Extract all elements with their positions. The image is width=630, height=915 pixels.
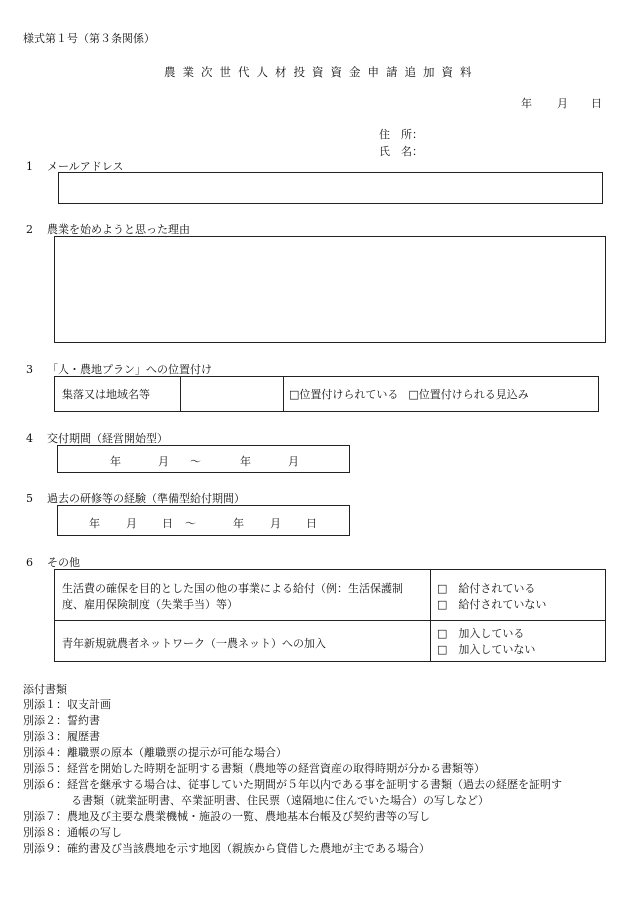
- training-end-month: 月: [270, 517, 281, 530]
- section-1-heading: 1 メールアドレス: [26, 160, 124, 173]
- email-field[interactable]: [58, 172, 603, 204]
- attachment-item-9: 別添９：確約書及び当該農地を示す地図（親族から貸借した農地が主である場合）: [23, 842, 430, 855]
- area-name-label: 集落又は地域名等: [62, 388, 150, 401]
- training-end-day: 日: [306, 517, 317, 530]
- other-table: [54, 569, 606, 662]
- address-label: 住 所：: [379, 128, 423, 141]
- section-1-label: メールアドレス: [47, 160, 124, 173]
- section-2-label: 農業を始めようと思った理由: [47, 223, 190, 236]
- area-name-field[interactable]: [181, 377, 283, 411]
- training-start-year: 年: [89, 517, 100, 530]
- benefit-no-checkbox[interactable]: □ 給付されていない: [437, 598, 547, 611]
- name-label: 氏 名：: [379, 145, 423, 158]
- period-end-year: 年: [240, 455, 251, 468]
- document-title: 農業次世代人材投資資金申請追加資料: [164, 65, 479, 79]
- date-day-label: 日: [591, 97, 602, 110]
- period-end-month: 月: [288, 455, 299, 468]
- date-year-label: 年: [521, 97, 532, 110]
- training-start-month: 月: [126, 517, 137, 530]
- training-period-field[interactable]: [57, 505, 350, 536]
- section-4-heading: 4 交付期間（経営開始型）: [26, 432, 168, 445]
- attachments-heading: 添付書類: [23, 683, 67, 696]
- training-end-year: 年: [233, 517, 244, 530]
- network-yes-checkbox[interactable]: □ 加入している: [437, 627, 525, 640]
- network-question: 青年新規就農者ネットワーク（一農ネット）への加入: [62, 637, 326, 650]
- attachment-item-2: 別添２：誓約書: [23, 714, 100, 727]
- plan-position-table: [54, 376, 599, 412]
- section-5-label: 過去の研修等の経験（準備型給付期間）: [47, 492, 245, 505]
- section-6-label: その他: [47, 556, 80, 569]
- attachment-item-5: 別添５：経営を開始した時期を証明する書類（農地等の経営資産の取得時期が分かる書類等）: [23, 762, 485, 775]
- attachment-item-6-continued: る書類（就業証明書、卒業証明書、住民票（遠隔地に住んでいた場合）の写しなど）: [71, 794, 489, 807]
- section-4-label: 交付期間（経営開始型）: [47, 432, 168, 445]
- attachment-item-1: 別添１：収支計画: [23, 698, 111, 711]
- benefit-question: 生活費の確保を目的とした国の他の事業による給付（例：生活保護制 度、雇用保険制度（失業手当）等）: [62, 582, 403, 611]
- attachment-item-8: 別添８：通帳の写し: [23, 826, 122, 839]
- period-tilde: 〜: [190, 455, 201, 468]
- section-3-label: 「人・農地プラン」への位置付け: [47, 363, 212, 376]
- period-start-year: 年: [110, 455, 121, 468]
- period-start-month: 月: [158, 455, 169, 468]
- positioned-checkbox[interactable]: □位置付けられている: [289, 388, 399, 401]
- benefit-yes-checkbox[interactable]: □ 給付されている: [437, 582, 536, 595]
- attachment-item-7: 別添７：農地及び主要な農業機械・施設の一覧、農地基本台帳及び契約書等の写し: [23, 810, 430, 823]
- expected-checkbox[interactable]: □位置付けられる見込み: [408, 388, 529, 401]
- date-month-label: 月: [557, 97, 568, 110]
- form-number: 様式第１号（第３条関係）: [23, 32, 155, 45]
- grant-period-field[interactable]: [57, 445, 350, 473]
- section-6-heading: 6 その他: [26, 556, 80, 569]
- attachment-item-6: 別添６：経営を継承する場合は、従事していた期間が５年以内である事を証明する書類（過去の経歴を証明す: [23, 778, 562, 791]
- network-no-checkbox[interactable]: □ 加入していない: [437, 643, 536, 656]
- section-3-heading: 3 「人・農地プラン」への位置付け: [26, 363, 212, 376]
- attachment-item-3: 別添３：履歴書: [23, 730, 100, 743]
- training-start-day: 日: [162, 517, 173, 530]
- attachment-item-4: 別添４：離職票の原本（離職票の提示が可能な場合）: [23, 746, 287, 759]
- section-5-heading: 5 過去の研修等の経験（準備型給付期間）: [26, 492, 245, 505]
- reason-field[interactable]: [54, 236, 606, 343]
- training-tilde: 〜: [185, 517, 196, 530]
- section-2-heading: 2 農業を始めようと思った理由: [26, 223, 190, 236]
